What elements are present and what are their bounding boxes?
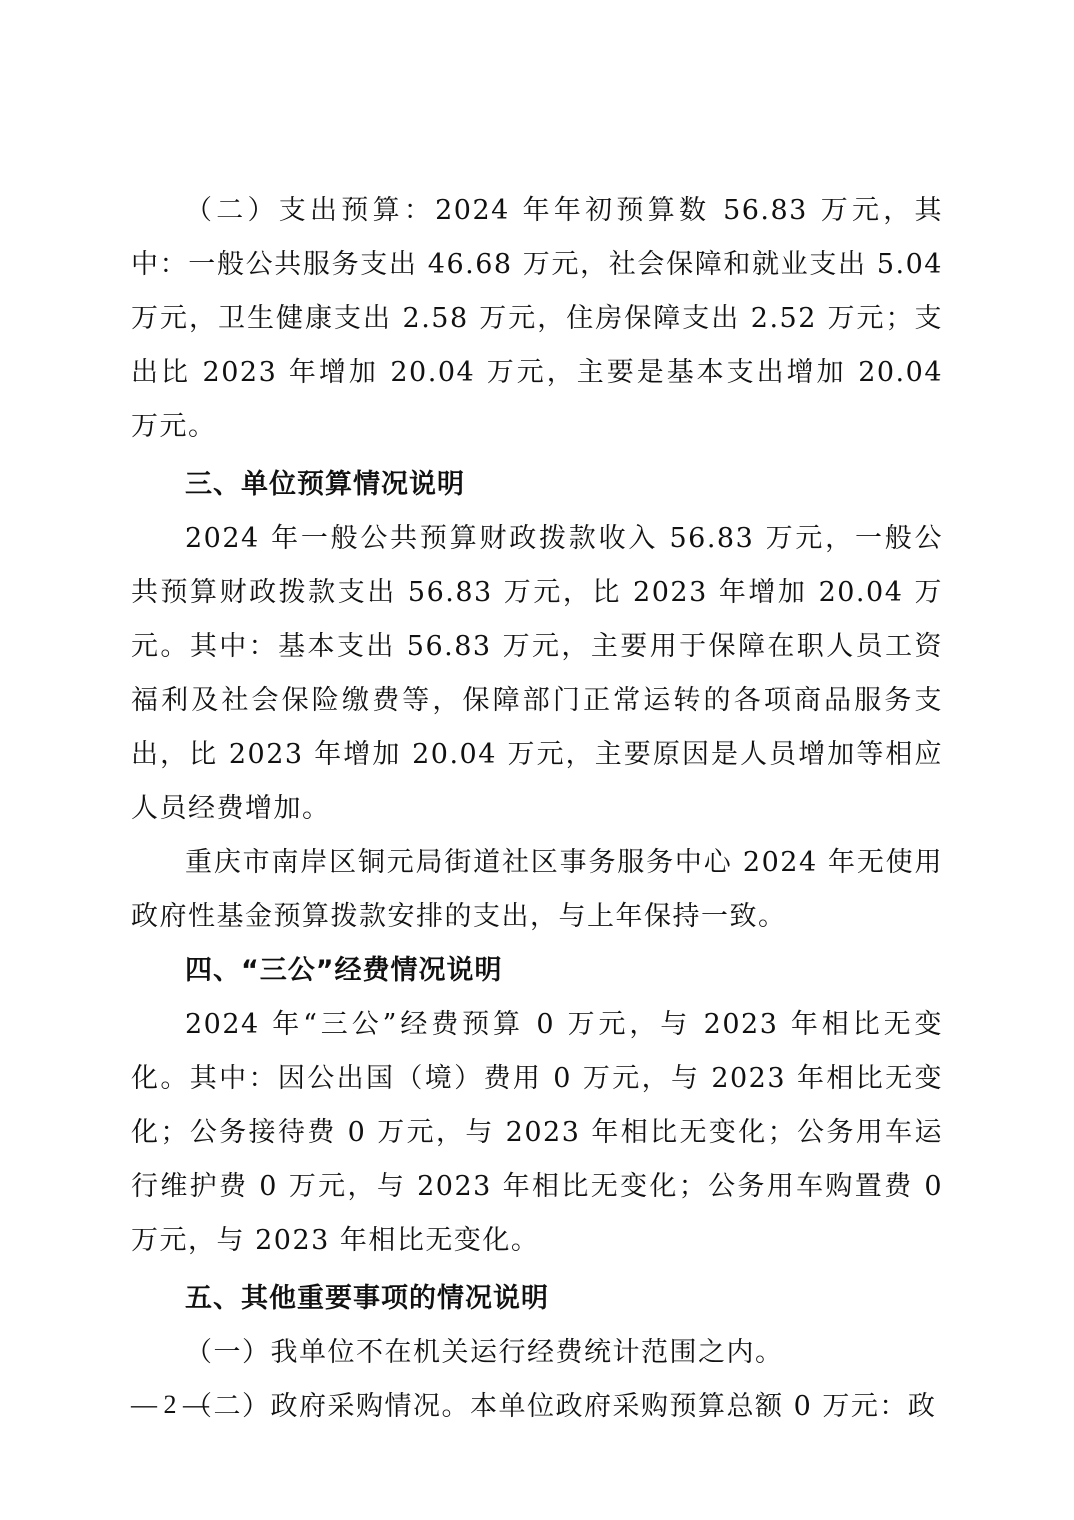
paragraph-unit-budget: 2024 年一般公共预算财政拨款收入 56.83 万元，一般公共预算财政拨款支出 56.83 万元，比 2023 年增加 20.04 万元。其中：基本支出 56.83 万元，主要用于保障在职人员工资福利及社会保险缴费等，保障部门正常运转的各项商品服务支出，比 2023 年增加 20.04 万元，主要原因是人员增加等相应人员经费增加。 [131, 523, 943, 824]
paragraph-procurement: （二）政府采购情况。本单位政府采购预算总额 0 万元：政 [185, 1391, 937, 1422]
paragraph-operating-funds: （一）我单位不在机关运行经费统计范围之内。 [185, 1337, 784, 1368]
page-number: — 2 — [131, 1390, 209, 1419]
paragraph-expenditure-budget: （二）支出预算：2024 年年初预算数 56.83 万元，其中：一般公共服务支出 46.68 万元，社会保障和就业支出 5.04 万元，卫生健康支出 2.58 万元，住房保障支出 2.52 万元；支出比 2023 年增加 20.04 万元，主要是基本支出增加 20.04 万元。 [131, 195, 943, 442]
paragraph-three-public-funds: 2024 年“三公”经费预算 0 万元，与 2023 年相比无变化。其中：因公出国（境）费用 0 万元，与 2023 年相比无变化；公务接待费 0 万元，与 2023 年相比无变化；公务用车运行维护费 0 万元，与 2023 年相比无变化；公务用车购置费 0 万元，与 2023 年相比无变化。 [131, 1009, 943, 1256]
heading-unit-budget: 三、单位预算情况说明 [185, 469, 465, 500]
heading-other-matters: 五、其他重要事项的情况说明 [185, 1283, 549, 1314]
document-body [131, 184, 943, 1434]
heading-three-public-funds: 四、“三公”经费情况说明 [185, 955, 503, 986]
paragraph-government-fund: 重庆市南岸区铜元局街道社区事务服务中心 2024 年无使用政府性基金预算拨款安排的支出，与上年保持一致。 [131, 847, 943, 932]
